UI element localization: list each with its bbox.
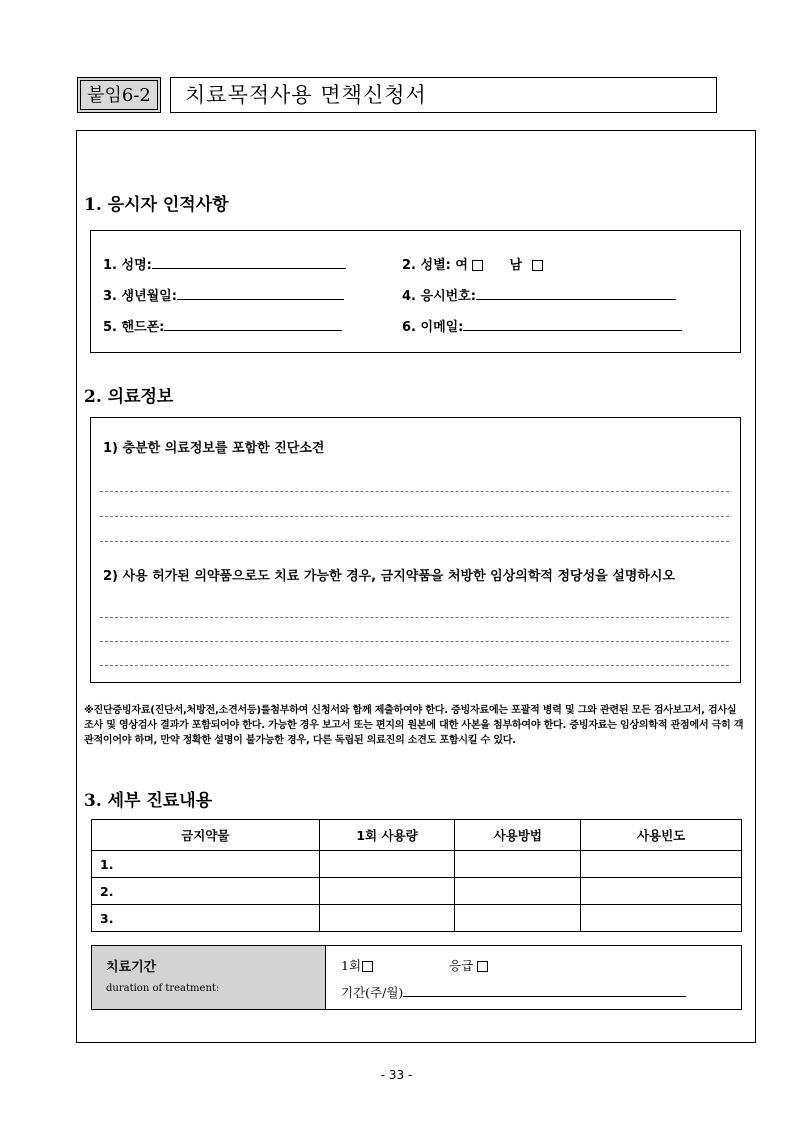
column-header: 금지약물 [92, 820, 320, 851]
email-label: 6. 이메일: [402, 320, 464, 335]
email-field[interactable] [402, 316, 682, 335]
duration-label: 치료기간 [106, 960, 157, 975]
period-label: 기간(주/월) [341, 985, 404, 1000]
phone-field[interactable] [103, 316, 342, 335]
answer2-line[interactable] [100, 617, 729, 618]
row-label[interactable]: 2. [92, 878, 320, 905]
column-header: 사용방법 [455, 820, 581, 851]
table-row [92, 905, 742, 932]
table-cell[interactable] [319, 905, 455, 932]
table-cell[interactable] [319, 851, 455, 878]
phone-input-line[interactable] [164, 318, 342, 331]
table-cell[interactable] [455, 878, 581, 905]
exam-number-label: 4. 응시번호: [402, 289, 476, 304]
form-title: 치료목적사용 면책신청서 [170, 77, 717, 113]
emergency-label: 응급 [449, 958, 474, 973]
emergency-checkbox[interactable] [477, 961, 488, 972]
question1-label: 1) 충분한 의료정보를 포함한 진단소견 [103, 441, 325, 456]
gender-label: 2. 성별: 여 [402, 258, 468, 273]
row-label[interactable]: 3. [92, 905, 320, 932]
section2-title: 2. 의료정보 [84, 387, 174, 407]
birthdate-label: 3. 생년월일: [103, 289, 177, 304]
birthdate-input-line[interactable] [177, 287, 344, 300]
table-header-row [92, 820, 742, 851]
column-header: 사용빈도 [581, 820, 742, 851]
table-cell[interactable] [319, 878, 455, 905]
once-label: 1회 [341, 958, 362, 973]
answer1-line[interactable] [100, 516, 729, 517]
male-label: 남 [509, 258, 523, 273]
birthdate-field[interactable] [103, 285, 344, 304]
table-row [92, 878, 742, 905]
duration-label-en: duration of treatment: [106, 983, 220, 994]
treatment-details-table [91, 819, 742, 932]
section3-title: 3. 세부 진료내용 [84, 791, 213, 811]
table-row [92, 851, 742, 878]
treatment-duration-box [91, 945, 742, 1010]
page-number: - 33 - [380, 1068, 413, 1082]
duration-input-cell [326, 946, 741, 1009]
medical-info-box [90, 417, 741, 683]
table-cell[interactable] [455, 905, 581, 932]
table-cell[interactable] [581, 905, 742, 932]
name-label: 1. 성명: [103, 258, 152, 273]
answer1-line[interactable] [100, 541, 729, 542]
name-field[interactable] [103, 254, 346, 273]
phone-label: 5. 핸드폰: [103, 320, 165, 335]
gender-field [402, 254, 547, 273]
duration-label-cell [92, 946, 326, 1009]
evidence-note: ※진단증빙자료(진단서,처방전,소견서등)를첨부하여 신청서와 함께 제출하여야 한다. 증빙자료에는 포괄적 병력 및 그와 관련된 모든 검사보고서, 검사실 조사 및 영상검사 결과가 포함되어야 한다. 가능한 경우 보고서 또는 편지의 원본에 대한 사본을 첨부하여야 한다. 증빙자료는 임상의학적 관점에서 극히 객관적이어야 하며, 만약 정확한 설명이 불가능한 경우, 다른 독립된 의료진의 소견도 포함시킬 수 있다. [84, 705, 744, 746]
answer2-line[interactable] [100, 641, 729, 642]
answer2-line[interactable] [100, 665, 729, 666]
attachment-tag-label: 붙임6-2 [80, 80, 158, 110]
table-cell[interactable] [581, 878, 742, 905]
once-checkbox[interactable] [362, 961, 373, 972]
table-cell[interactable] [455, 851, 581, 878]
column-header: 1회 사용량 [319, 820, 455, 851]
name-input-line[interactable] [152, 256, 346, 269]
exam-number-input-line[interactable] [476, 287, 676, 300]
male-checkbox[interactable] [532, 260, 543, 271]
exam-number-field[interactable] [402, 285, 676, 304]
female-checkbox[interactable] [472, 260, 483, 271]
question2-label: 2) 사용 허가된 의약품으로도 치료 가능한 경우, 금지약품을 처방한 임상의학적 정당성을 설명하시오 [103, 569, 676, 584]
table-cell[interactable] [581, 851, 742, 878]
attachment-tag [77, 77, 161, 113]
email-input-line[interactable] [463, 318, 682, 331]
section1-title: 1. 응시자 인적사항 [84, 195, 229, 215]
period-input-line[interactable] [403, 984, 686, 997]
row-label[interactable]: 1. [92, 851, 320, 878]
answer1-line[interactable] [100, 491, 729, 492]
